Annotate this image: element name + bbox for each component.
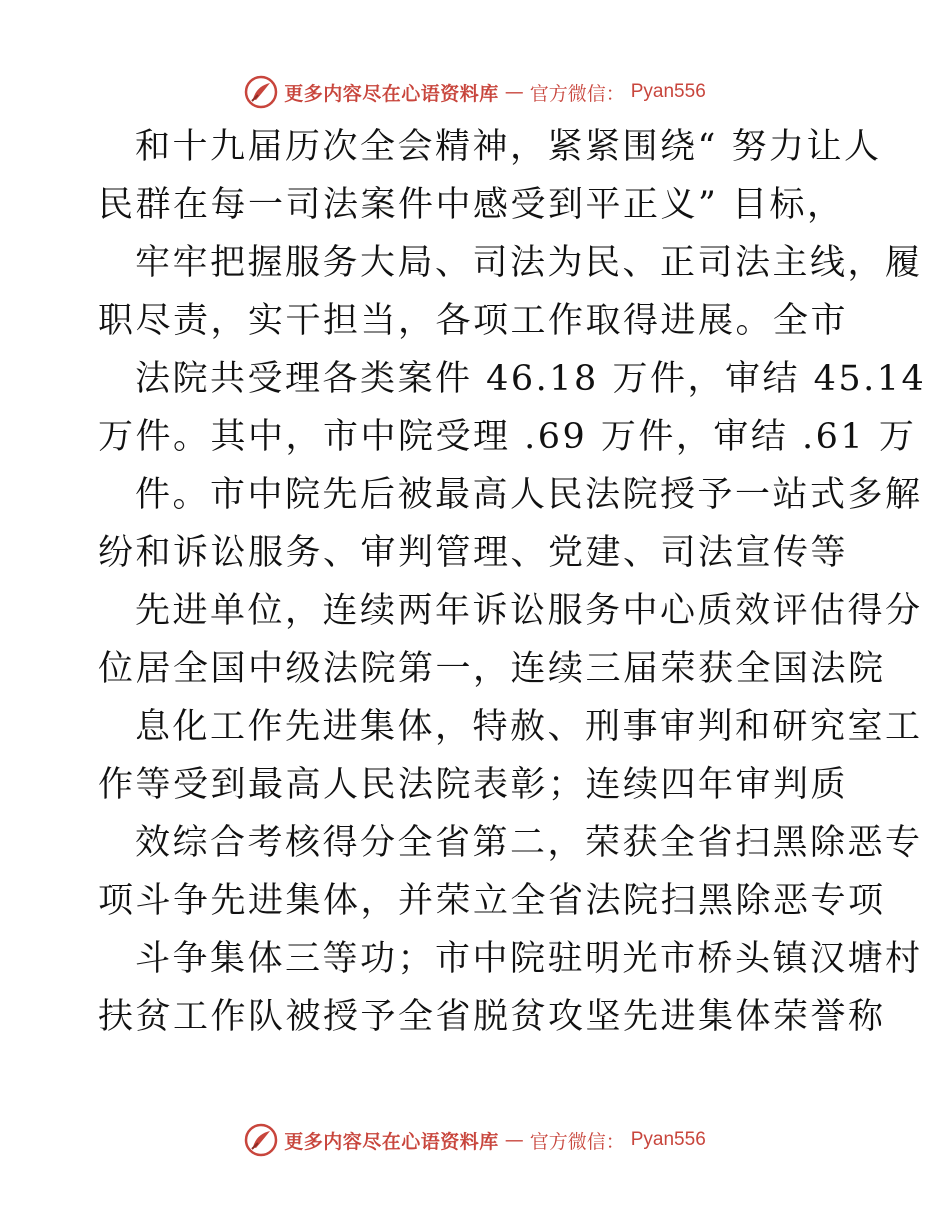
- watermark-wechat-id: Pyan556: [630, 81, 706, 102]
- watermark-wechat-label: 官方微信：: [529, 1130, 625, 1153]
- text-line: 和十九届历次全会精神，紧紧围绕“ 努力让人: [135, 127, 882, 167]
- watermark-separator: —: [504, 1129, 524, 1151]
- watermark-brand: 更多内容尽在心语资料库: [284, 1130, 499, 1153]
- text-line: 项斗争先进集体，并荣立全省法院扫黑除恶专项: [98, 881, 886, 921]
- text-line: 扶贫工作队被授予全省脱贫攻坚先进集体荣誉称: [98, 997, 886, 1037]
- header-watermark: [0, 72, 950, 112]
- text-line: 牢牢把握服务大局、司法为民、正司法主线，履: [135, 243, 923, 283]
- text-line: 息化工作先进集体，特赦、刑事审判和研究室工: [135, 707, 923, 747]
- text-line: 法院共受理各类案件 46.18 万件，审结 45.14: [135, 359, 927, 399]
- watermark-separator: —: [504, 81, 524, 103]
- text-line: 斗争集体三等功；市中院驻明光市桥头镇汉塘村: [135, 939, 923, 979]
- watermark-wechat-id: Pyan556: [630, 1129, 706, 1150]
- text-line: 作等受到最高人民法院表彰；连续四年审判质: [98, 765, 849, 805]
- watermark-wechat-label: 官方微信：: [529, 82, 625, 105]
- logo-icon: [244, 75, 278, 109]
- text-line: 万件。其中，市中院受理 .69 万件，审结 .61 万: [98, 417, 917, 457]
- watermark-brand: 更多内容尽在心语资料库: [284, 82, 499, 105]
- text-line: 职尽责，实干担当，各项工作取得进展。全市: [98, 301, 849, 341]
- text-line: 先进单位，连续两年诉讼服务中心质效评估得分: [135, 591, 923, 631]
- logo-icon: [244, 1123, 278, 1157]
- text-line: 件。市中院先后被最高人民法院授予一站式多解: [135, 475, 923, 515]
- text-line: 效综合考核得分全省第二，荣获全省扫黑除恶专: [135, 823, 923, 863]
- footer-watermark: [0, 1120, 950, 1160]
- text-line: 民群在每一司法案件中感受到平正义” 目标，: [98, 185, 845, 225]
- text-line: 纷和诉讼服务、审判管理、党建、司法宣传等: [98, 533, 849, 573]
- text-line: 位居全国中级法院第一，连续三届荣获全国法院: [98, 649, 886, 689]
